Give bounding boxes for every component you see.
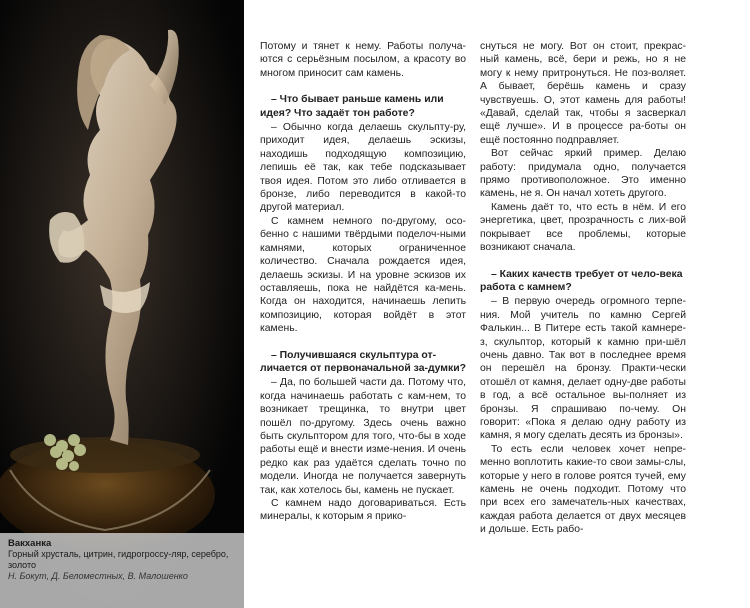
photo-caption bbox=[0, 533, 244, 608]
sculpture-illustration bbox=[0, 0, 244, 608]
caption-title: Вакханка bbox=[8, 538, 52, 549]
paragraph: снуться не могу. Вот он стоит, прекрас-ный камень, всё, бери и режь, но я не могу к нему притронуться. Не поз-воляет. А бывает, берёшь камень и сразу чувствуешь. О, этот камень для работы! «Давай, сделай так, чтобы я засверкал ещё лучше». И в процессе ра-боты он ещё постоянно подправляет. bbox=[480, 41, 686, 146]
paragraph: Вот сейчас яркий пример. Делаю работу: придумала одно, получается прямо противоположное. Это именно камень, не я. Он начал хотеть другого. bbox=[480, 148, 686, 200]
paragraph: Потому и тянет к нему. Работы получа-ются с серьёзным посылом, а красоту во многом приносит сам камень. bbox=[260, 41, 466, 79]
paragraph: – Да, по большей части да. Потому что, когда начинаешь работать с кам-нем, то возникает трещинка, то внутри цвет пошёл по-другому. Здесь очень важно быть скульптором для того, что-бы в ходе работы ещё и внести изме-нения. И очень редко как раз удаётся сделать точно по модели. Иногда не получается завернуть так, как хотелось бы, камень не пускает. bbox=[260, 377, 466, 496]
paragraph: – Обычно когда делаешь скульпту-ру, приходит идея, делаешь эскизы, находишь подходящую композицию, лепишь её так, как тебе подсказывает твоя идея. Потом это либо отливается в бронзе, либо переводится в какой-то другой материал. bbox=[260, 122, 466, 214]
text-column-1 bbox=[260, 40, 466, 524]
interview-question: – Получившаяся скульптура от-личается от первоначальной за-думки? bbox=[260, 349, 466, 374]
caption-materials: Горный хрусталь, цитрин, гидрогроссу-ляр, серебро, золото bbox=[8, 549, 229, 570]
caption-authors: Н. Бокут, Д. Беломестных, В. Малошенко bbox=[8, 571, 188, 581]
sculpture-photo bbox=[0, 0, 244, 608]
interview-question: – Каких качеств требует от чело-века работа с камнем? bbox=[480, 268, 683, 293]
paragraph: Камень даёт то, что есть в нём. И его энергетика, цвет, прозрачность с лих-вой покрывает все проблемы, которые возникают сначала. bbox=[480, 201, 686, 254]
paragraph: С камнем надо договариваться. Есть минералы, к которым я прико- bbox=[260, 498, 466, 523]
interview-question: – Что бывает раньше камень или идея? Что задаёт тон работе? bbox=[260, 94, 444, 119]
paragraph: То есть если человек хочет непре-менно воплотить какие-то свои замы-слы, которые у него в голове роятся тучей, ему камень не очень подходит. Потому что при всех его замечатель-ных качествах, каждая работа делается от двух месяцев и дольше. Есть рабо- bbox=[480, 443, 686, 536]
paragraph: – В первую очередь огромного терпе-ния. Мой учитель по камню Сергей Фалькин... В Питере есть такой камнере-з, скульптор, который к камню при-шёл очень давно. Так вот в последнее время он перешёл на бронзу. Практи-чески отошёл от камня, делает одну-две работы в год, а всё остальное вы-полняет из бронзы. Я спрашиваю по-чему. Он говорит: «Пока я делаю одну работу из камня, я могу сделать десять из бронзы». bbox=[480, 296, 686, 442]
text-column-2 bbox=[480, 40, 686, 537]
paragraph: С камнем немного по-другому, осо-бенно с нашими твёрдыми поделоч-ными камнями, которых ограниченное количество. Сначала рождается идея, делаешь эскизы. И на уровне эскизов их оставляешь, пока не найдётся ка-мень. Когда он находится, начинаешь лепить композицию, которая войдёт в этот камень. bbox=[260, 215, 466, 335]
